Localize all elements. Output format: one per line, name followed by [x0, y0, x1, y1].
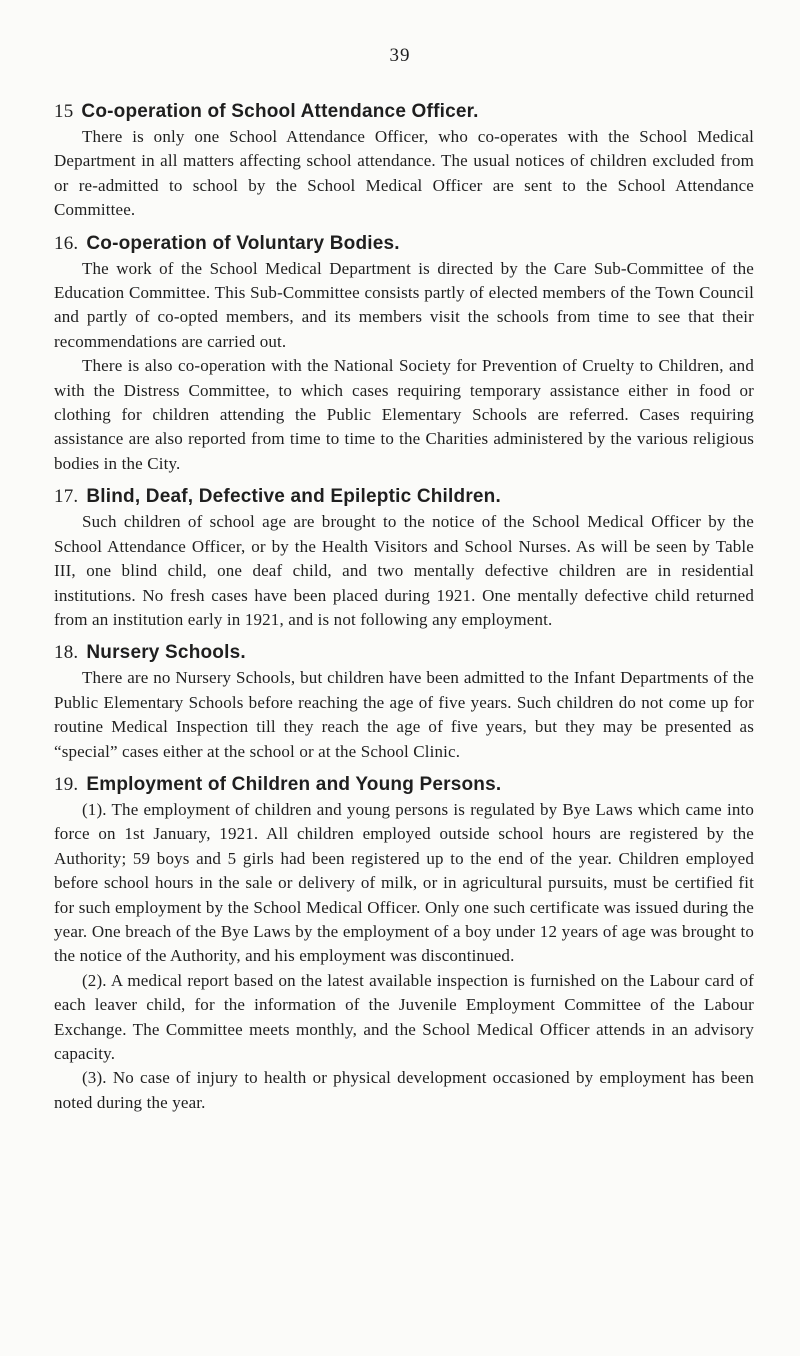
section-number: 17. — [54, 486, 79, 508]
section-voluntary-bodies — [54, 230, 754, 477]
document-body — [54, 98, 754, 1122]
section-number: 18. — [54, 642, 79, 664]
section-nursery-schools — [54, 639, 754, 764]
section-heading — [54, 771, 754, 798]
paragraph: (1). The employment of children and young persons is regulated by Bye Laws which came into force on 1st January, 1921. All children employed outside school hours are registered by the Authority; 59 boys and 5 girls had been registered up to the end of the year. Children employed before school hours in the sale or delivery of milk, or in agricultural pursuits, must be certified fit for such employment by the School Medical Officer. Only one such certificate was issued during the year. One breach of the Bye Laws by the employment of a boy under 12 years of age was brought to the notice of the Authority, and his employment was discontinued. — [54, 799, 754, 966]
section-heading — [54, 483, 754, 510]
paragraph: There is also co-operation with the National Society for Prevention of Cruelty to Children, and with the Distress Committee, to which cases requiring temporary assistance either in food or clothing for children attending the Public Elementary Schools are referred. Cases requiring assistance are also reported from time to time to the Charities administered by the various religious bodies in the City. — [54, 356, 754, 473]
section-heading — [54, 98, 754, 125]
section-number: 19. — [54, 773, 79, 795]
section-school-attendance-officer — [54, 98, 754, 223]
section-title: Co-operation of School Attendance Officer. — [81, 101, 479, 122]
paragraph: Such children of school age are brought to the notice of the School Medical Officer by the School Attendance Officer, or by the Health Visitors and School Nurses. As will be seen by Table III, one blind child, one deaf child, and two mentally defective children are in residential institutions. No fresh cases have been placed during 1921. One mentally defective child returned from an institution early in 1921, and is not following any employment. — [54, 512, 754, 629]
section-title: Employment of Children and Young Persons. — [86, 773, 502, 795]
section-blind-deaf-defective — [54, 483, 754, 632]
paragraph: The work of the School Medical Department is directed by the Care Sub-Committee of the Education Committee. This Sub-Committee consists partly of elected members of the Town Council and partly of co-opted members, and its members visit the schools from time to see that their recommendations are carried out. — [54, 258, 754, 351]
paragraph: There is only one School Attendance Officer, who co-operates with the School Medical Department in all matters affecting school attendance. The usual notices of children excluded from or re-admitted to school by the School Medical Officer are sent to the School Attendance Committee. — [54, 127, 754, 220]
section-number: 16. — [54, 232, 79, 254]
section-heading — [54, 230, 754, 257]
section-heading — [54, 639, 754, 666]
paragraph: (2). A medical report based on the latest available inspection is furnished on the Labour card of each leaver child, for the information of the Juvenile Employment Committee of the Labour Exchange. The Committee meets monthly, and the School Medical Officer attends in an advisory capacity. — [54, 970, 754, 1063]
paragraph: (3). No case of injury to health or physical development occasioned by employment has been noted during the year. — [54, 1068, 754, 1112]
section-number: 15 — [54, 101, 74, 122]
section-title: Blind, Deaf, Defective and Epileptic Children. — [86, 486, 501, 508]
paragraph: There are no Nursery Schools, but children have been admitted to the Infant Departments of the Public Elementary Schools before reaching the age of five years. Such children do not come up for routine Medical Inspection till they reach the age of five years, but they may be presented as “special” cases either at the school or at the School Clinic. — [54, 668, 754, 761]
section-title: Co-operation of Voluntary Bodies. — [86, 232, 400, 254]
page-number: 39 — [389, 45, 411, 66]
section-employment — [54, 771, 754, 1115]
section-title: Nursery Schools. — [86, 642, 246, 664]
